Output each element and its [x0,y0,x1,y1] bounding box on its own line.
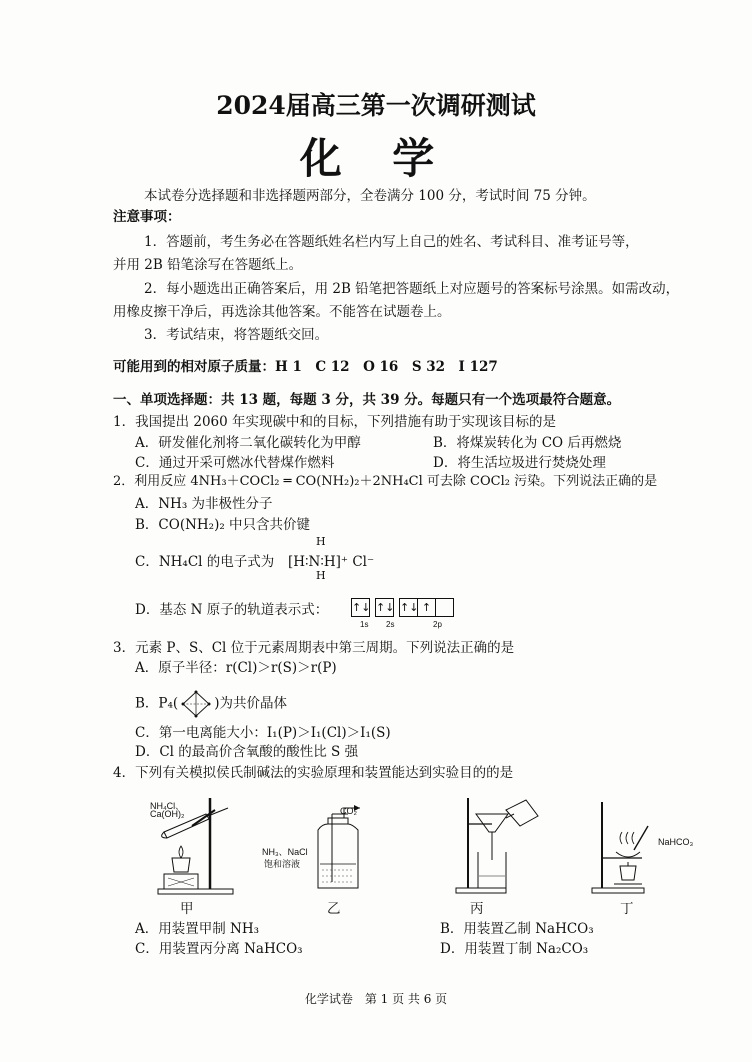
label-jia: 甲 [180,901,194,917]
label-yi: 乙 [327,901,341,917]
page-footer: 化学试卷 第 1 页 共 6 页 [304,992,448,1006]
q1-option-b: B．将煤炭转化为 CO 后再燃烧 [433,435,622,451]
orbital-1s: ↑↓ [351,598,370,617]
q2-option-d-prefix: D．基态 N 原子的轨道表示式： [135,602,329,618]
q2-option-c: C．NH₄Cl 的电子式为 [135,554,275,570]
exam-intro: 本试卷分选择题和非选择题两部分，全卷满分 100 分，考试时间 75 分钟。 [144,188,596,204]
q2-option-a: A．NH₃ 为非极性分子 [135,496,273,512]
q2-option-b: B．CO(NH₂)₂ 中只含共价键 [135,517,311,533]
note-1-cont: 并用 2B 铅笔涂写在答题纸上。 [113,257,303,273]
orbital-2p-2: ↑ [417,598,436,617]
q4-option-d: D．用装置丁制 Na₂CO₃ [440,941,589,957]
jia-reagent-2: Ca(OH)₂ [150,809,185,819]
note-2: 2．每小题选出正确答案后，用 2B 铅笔把答题纸上对应题号的答案标号涂黑。如需改动， [144,281,680,297]
yi-label-2: 饱和溶液 [264,859,301,869]
orbital-diagram [352,598,454,617]
q4-option-c: C．用装置丙分离 NaHCO₃ [135,941,303,957]
q3-option-b-prefix: B．P₄( [135,695,179,712]
q4-option-a: A．用装置甲制 NH₃ [135,921,260,937]
q2-stem: 2．利用反应 4NH₃＋COCl₂ ═ CO(NH₂)₂＋2NH₄Cl 可去除 COCl₂ 污染。下列说法正确的是 [113,474,658,489]
yi-gas: CO₂ [340,806,357,816]
orbital-label-2s: 2s [386,620,395,629]
atomic-masses: 可能用到的相对原子质量：H 1 C 12 O 16 S 32 I 127 [113,359,498,375]
electron-formula-h-bottom: H [316,569,326,582]
orbital-2s: ↑↓ [375,598,394,617]
q3-option-b-suffix: )为共价晶体 [214,695,287,712]
orbital-2p-3 [435,598,454,617]
yi-label-1: NH₃、NaCl [262,847,308,857]
note-3: 3．考试结束，将答题纸交回。 [144,327,329,343]
q4-option-b: B．用装置乙制 NaHCO₃ [440,921,594,937]
q3-option-c: C．第一电离能大小：I₁(P)＞I₁(Cl)＞I₁(S) [135,725,391,741]
p4-structure-icon [179,690,213,718]
apparatus-ding [586,796,666,896]
q3-option-d: D．Cl 的最高价含氧酸的酸性比 S 强 [135,744,359,760]
orbital-label-2p: 2p [433,620,442,629]
q1-stem: 1．我国提出 2060 年实现碳中和的目标，下列措施有助于实现该目标的是 [113,414,557,430]
section-heading: 一、单项选择题：共 13 题，每题 3 分，共 39 分。每题只有一个选项最符合题意。 [113,392,621,408]
notes-heading: 注意事项： [113,209,181,225]
note-1: 1．答题前，考生务必在答题纸姓名栏内写上自己的姓名、考试科目、准考证号等， [144,234,639,250]
jia-reagent-1: NH₄Cl、 [150,801,185,811]
q1-option-a: A．研发催化剂将二氧化碳转化为甲醇 [135,435,361,451]
q1-option-c: C．通过开采可燃冰代替煤作燃料 [135,455,335,471]
q4-stem: 4．下列有关模拟侯氏制碱法的实验原理和装置能达到实验目的的是 [113,765,514,781]
q3-option-a: A．原子半径：r(Cl)＞r(S)＞r(P) [135,660,337,676]
orbital-2p-1: ↑↓ [399,598,418,617]
electron-formula-h-top: H [316,535,326,548]
subject-title: 化 学 [299,134,453,183]
label-bing: 丙 [470,901,484,917]
q3-stem: 3．元素 P、S、Cl 位于元素周期表中第三周期。下列说法正确的是 [113,640,515,656]
exam-title: 2024届高三第一次调研测试 [216,91,536,120]
q2-option-d [135,601,328,619]
note-2-cont: 用橡皮擦干净后，再选涂其他答案。不能答在试题卷上。 [113,304,451,320]
electron-formula: [H∶N∶H]⁺ Cl⁻ [288,554,375,570]
q3-option-b [135,690,287,718]
apparatus-bing [448,796,548,896]
apparatus-yi [300,800,370,895]
ding-reagent: NaHCO₃ [658,837,694,847]
q1-option-d: D．将生活垃圾进行焚烧处理 [433,455,606,471]
orbital-label-1s: 1s [360,620,369,629]
label-ding: 丁 [620,901,634,917]
